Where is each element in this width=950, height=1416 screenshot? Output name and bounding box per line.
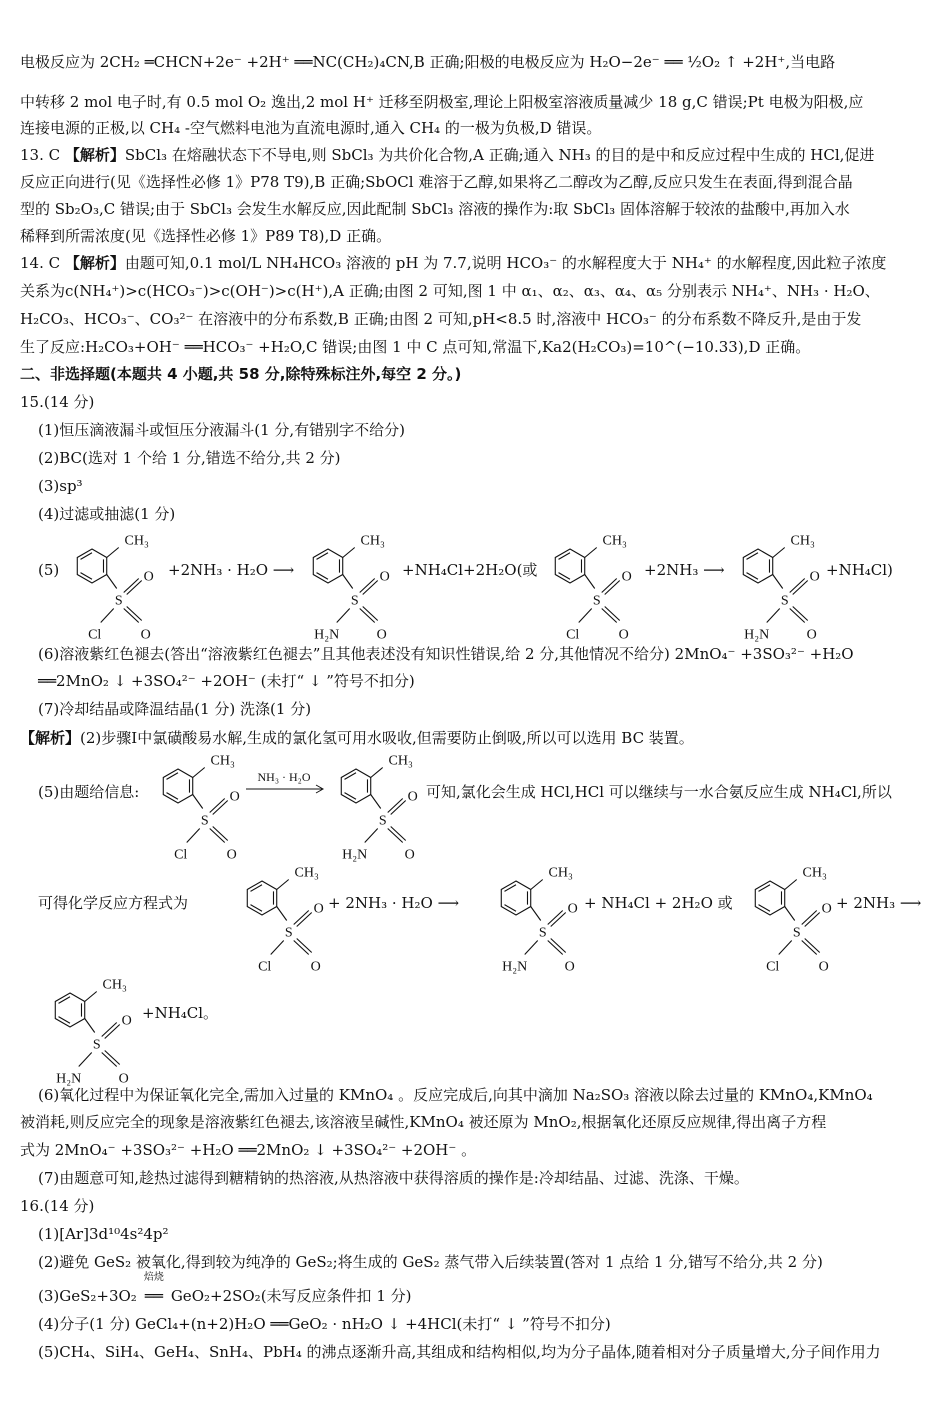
benzene-ring <box>555 549 584 583</box>
methyl-bond <box>107 548 119 558</box>
q14-number: 14. C <box>20 254 61 272</box>
oxygen-label: O <box>821 901 832 917</box>
molecule-sulfonamide <box>298 532 408 644</box>
amine-label: H₂N <box>342 847 368 863</box>
benzene-ring <box>77 549 106 583</box>
molecule-sulfonyl-chloride <box>148 752 258 864</box>
q14-line-1 <box>20 253 886 273</box>
double-bond <box>317 573 328 580</box>
sulfur-substituent-bond <box>187 829 200 843</box>
methyl-bond <box>773 548 785 558</box>
double-bond <box>559 573 570 580</box>
sulfur-label: S <box>92 1037 101 1053</box>
double-bond <box>759 905 770 912</box>
q15-exp5-eq-text-3: + 2NH₃ ⟶ <box>836 894 922 912</box>
molecule-sulfonamide <box>486 864 596 976</box>
q15-exp5-label: (5)由题给信息: <box>38 783 140 801</box>
q16-a3-reactants: (3)GeS₂+3O₂ <box>38 1287 137 1305</box>
oxygen-label: O <box>618 627 629 643</box>
benzene-ring <box>163 769 192 803</box>
q12-line-1: 电极反应为 2CH₂ ═CHCN+2e⁻ +2H⁺ ══NC(CH₂)₄CN,B 正确;阳极的电极反应为 H₂O−2e⁻ ══ ½O₂ ↑ +2H⁺,当电路 <box>20 53 836 71</box>
methyl-label: CH₃ <box>124 533 149 549</box>
oxygen-label: O <box>143 569 154 585</box>
sulfur-substituent-bond <box>337 609 350 623</box>
sulfur-substituent-bond <box>525 941 538 955</box>
sulfur-label: S <box>538 925 547 941</box>
q15-answer-5-label: (5) <box>38 561 60 579</box>
ring-sulfur-bond <box>277 907 287 921</box>
methyl-bond <box>277 880 289 890</box>
double-bond <box>747 553 758 560</box>
sulfur-label: S <box>378 813 387 829</box>
q15-eq-text-4: +NH₄Cl) <box>826 561 893 579</box>
sulfur-label: S <box>780 593 789 609</box>
methyl-bond <box>193 768 205 778</box>
q14-text-1: 由题可知,0.1 mol/L NH₄HCO₃ 溶液的 pH 为 7.7,说明 HCO₃⁻ 的水解程度大于 NH₄⁺ 的水解程度,因此粒子浓度 <box>124 254 887 272</box>
q13-line-3: 型的 Sb₂O₃,C 错误;由于 SbCl₃ 会发生水解反应,因此配制 SbCl₃ 溶液的操作为:取 SbCl₃ 固体溶解于较浓的盐酸中,再加入水 <box>20 200 850 218</box>
q15-eq-text-3: +2NH₃ ⟶ <box>644 561 725 579</box>
double-bond <box>747 573 758 580</box>
q15-explanation-2 <box>20 728 694 748</box>
q15-exp5-eq-lead: 可得化学反应方程式为 <box>38 894 189 912</box>
ring-sulfur-bond <box>193 795 203 809</box>
sulfur-substituent-bond <box>101 609 114 623</box>
sulfur-label: S <box>592 593 601 609</box>
q15-answer-6-line-2: ══2MnO₂ ↓ +3SO₄²⁻ +2OH⁻ (未打“ ↓ ”符号不扣分) <box>38 672 415 690</box>
reagent-label: NH₃ · H₂O <box>257 770 311 784</box>
double-bond <box>81 553 92 560</box>
benzene-ring <box>55 993 84 1027</box>
oxygen-label: O <box>121 1013 132 1029</box>
amine-label: H₂N <box>314 627 340 643</box>
ring-sulfur-bond <box>85 1019 95 1033</box>
q15-answer-6-line-1: (6)溶液紫红色褪去(答出“溶液紫红色褪去”且其他表述没有知识性错误,给 2 分,其他情况不给分) 2MnO₄⁻ +3SO₃²⁻ +H₂O <box>38 645 854 663</box>
ring-sulfur-bond <box>773 575 783 589</box>
molecule-sulfonyl-chloride <box>540 532 650 644</box>
double-bond <box>167 773 178 780</box>
methyl-label: CH₃ <box>210 753 235 769</box>
double-bond <box>559 553 570 560</box>
double-bond <box>81 573 92 580</box>
chlorine-label: Cl <box>88 627 102 643</box>
q15-exp2-text: (2)步骤Ⅰ中氯磺酸易水解,生成的氯化氢可用水吸收,但需要防止倒吸,所以可以选用 BC 装置。 <box>80 729 694 747</box>
ring-sulfur-bond <box>785 907 795 921</box>
ring-sulfur-bond <box>585 575 595 589</box>
oxygen-label: O <box>140 627 151 643</box>
chlorine-label: Cl <box>766 959 780 975</box>
q15-explanation-6-line-3: 式为 2MnO₄⁻ +3SO₃²⁻ +H₂O ══2MnO₂ ↓ +3SO₄²⁻ +2OH⁻ 。 <box>20 1141 477 1159</box>
q13-line-2: 反应正向进行(见《选择性必修 1》P78 T9),B 正确;SbOCl 难溶于乙醇,如果将乙二醇改为乙醇,反应只发生在表面,得到混合晶 <box>20 173 853 191</box>
benzene-ring <box>341 769 370 803</box>
q16-answer-5: (5)CH₄、SiH₄、GeH₄、SnH₄、PbH₄ 的沸点逐渐升高,其组成和结构相似,均为分子晶体,随着相对分子质量增大,分子间作用力 <box>38 1343 881 1361</box>
double-bond <box>345 773 356 780</box>
oxygen-label: O <box>806 627 817 643</box>
q15-answer-3: (3)sp³ <box>38 477 83 495</box>
chlorine-label: Cl <box>258 959 272 975</box>
double-bond <box>251 885 262 892</box>
molecule-sulfonyl-chloride <box>740 864 850 976</box>
methyl-bond <box>343 548 355 558</box>
sulfur-label: S <box>114 593 123 609</box>
methyl-bond <box>85 992 97 1002</box>
methyl-label: CH₃ <box>360 533 385 549</box>
benzene-ring <box>247 881 276 915</box>
analysis-tag: 【解析】 <box>20 729 81 747</box>
q15-exp5-eq-text-4: +NH₄Cl。 <box>142 1004 219 1022</box>
double-bond <box>251 905 262 912</box>
molecule-sulfonamide <box>40 976 150 1088</box>
condition-arrow: 焙烧 ══ <box>137 1286 171 1306</box>
section-title: 二、非选择题(本题共 4 小题,共 58 分,除特殊标注外,每空 2 分。) <box>20 365 462 383</box>
double-bond <box>59 1017 70 1024</box>
q15-explanation-7: (7)由题意可知,趁热过滤得到糖精钠的热溶液,从热溶液中获得溶质的操作是:冷却结晶、过滤、洗涤、干燥。 <box>38 1169 749 1187</box>
chlorine-label: Cl <box>174 847 188 863</box>
q15-answer-2: (2)BC(选对 1 个给 1 分,错选不给分,共 2 分) <box>38 449 341 467</box>
methyl-label: CH₃ <box>548 865 573 881</box>
methyl-label: CH₃ <box>294 865 319 881</box>
q14-line-2: 关系为c(NH₄⁺)>c(HCO₃⁻)>c(OH⁻)>c(H⁺),A 正确;由图 2 可知,图 1 中 α₁、α₂、α₃、α₄、α₅ 分别表示 NH₄⁺、NH₃ · H₂O、 <box>20 282 880 300</box>
double-bond <box>759 885 770 892</box>
oxygen-label: O <box>229 789 240 805</box>
molecule-sulfonyl-chloride <box>232 864 342 976</box>
methyl-label: CH₃ <box>802 865 827 881</box>
sulfur-substituent-bond <box>79 1053 92 1067</box>
q15-answer-1: (1)恒压滴液漏斗或恒压分液漏斗(1 分,有错别字不给分) <box>38 421 406 439</box>
analysis-tag: 【解析】 <box>64 146 125 164</box>
amine-label: H₂N <box>56 1071 82 1087</box>
benzene-ring <box>755 881 784 915</box>
oxygen-label: O <box>376 627 387 643</box>
ring-sulfur-bond <box>107 575 117 589</box>
q15-explanation-6-line-2: 被消耗,则反应完全的现象是溶液紫红色褪去,该溶液呈碱性,KMnO₄ 被还原为 MnO₂,根据氧化还原反应规律,得出离子方程 <box>20 1113 827 1131</box>
q15-eq-text-2: +NH₄Cl+2H₂O(或 <box>402 561 538 579</box>
q16-answer-4: (4)分子(1 分) GeCl₄+(n+2)H₂O ══GeO₂ · nH₂O ↓ +4HCl(未打“ ↓ ”符号不扣分) <box>38 1315 611 1333</box>
methyl-bond <box>371 768 383 778</box>
q12-line-2: 中转移 2 mol 电子时,有 0.5 mol O₂ 逸出,2 mol H⁺ 迁移至阴极室,理论上阳极室溶液质量减少 18 g,C 错误;Pt 电极为阳极,应 <box>20 93 864 111</box>
methyl-label: CH₃ <box>102 977 127 993</box>
ring-sulfur-bond <box>343 575 353 589</box>
oxygen-label: O <box>567 901 578 917</box>
chlorine-label: Cl <box>566 627 580 643</box>
oxygen-label: O <box>818 959 829 975</box>
methyl-label: CH₃ <box>790 533 815 549</box>
analysis-tag: 【解析】 <box>64 254 125 272</box>
q14-line-3: H₂CO₃、HCO₃⁻、CO₃²⁻ 在溶液中的分布系数,B 正确;由图 2 可知,pH<8.5 时,溶液中 HCO₃⁻ 的分布系数不降反升,是由于发 <box>20 310 862 328</box>
sulfur-label: S <box>200 813 209 829</box>
sulfur-label: S <box>284 925 293 941</box>
double-bond <box>345 793 356 800</box>
sulfur-substituent-bond <box>365 829 378 843</box>
q16-answer-1: (1)[Ar]3d¹⁰4s²4p² <box>38 1225 169 1243</box>
sulfur-substituent-bond <box>271 941 284 955</box>
q16-a3-products: GeO₂+2SO₂(未写反应条件扣 1 分) <box>170 1287 412 1305</box>
double-bond <box>505 885 516 892</box>
double-bond <box>505 905 516 912</box>
ring-sulfur-bond <box>371 795 381 809</box>
amine-label: H₂N <box>502 959 528 975</box>
q12-line-3: 连接电源的正极,以 CH₄ -空气燃料电池为直流电源时,通入 CH₄ 的一极为负极,D 错误。 <box>20 119 602 137</box>
q15-explanation-6-line-1: (6)氧化过程中为保证氧化完全,需加入过量的 KMnO₄ 。反应完成后,向其中滴加 Na₂SO₃ 溶液以除去过量的 KMnO₄,KMnO₄ <box>38 1086 873 1104</box>
sulfur-substituent-bond <box>579 609 592 623</box>
molecule-sulfonyl-chloride <box>62 532 172 644</box>
q13-line-4: 稀释到所需浓度(见《选择性必修 1》P89 T8),D 正确。 <box>20 227 392 245</box>
sulfur-label: S <box>792 925 801 941</box>
oxygen-label: O <box>407 789 418 805</box>
q15-exp5-eq-text-1: + 2NH₃ · H₂O ⟶ <box>328 894 460 912</box>
oxygen-label: O <box>621 569 632 585</box>
q16-heading: 16.(14 分) <box>20 1197 95 1215</box>
benzene-ring <box>501 881 530 915</box>
oxygen-label: O <box>310 959 321 975</box>
q15-heading: 15.(14 分) <box>20 393 95 411</box>
ring-sulfur-bond <box>531 907 541 921</box>
reaction-condition: 焙烧 <box>143 1272 164 1283</box>
q16-answer-2: (2)避免 GeS₂ 被氧化,得到较为纯净的 GeS₂;将生成的 GeS₂ 蒸气带入后续装置(答对 1 点给 1 分,错写不给分,共 2 分) <box>38 1253 823 1271</box>
oxygen-label: O <box>809 569 820 585</box>
oxygen-label: O <box>404 847 415 863</box>
q15-answer-4: (4)过滤或抽滤(1 分) <box>38 505 176 523</box>
oxygen-label: O <box>226 847 237 863</box>
double-bond <box>167 793 178 800</box>
molecule-sulfonamide <box>728 532 838 644</box>
methyl-bond <box>785 880 797 890</box>
reaction-arrow <box>244 770 328 804</box>
q15-exp5-eq-text-2: + NH₄Cl + 2H₂O 或 <box>584 894 733 912</box>
oxygen-label: O <box>564 959 575 975</box>
oxygen-label: O <box>379 569 390 585</box>
double-bond <box>59 997 70 1004</box>
double-bond <box>317 553 328 560</box>
oxygen-label: O <box>118 1071 129 1087</box>
q14-line-4: 生了反应:H₂CO₃+OH⁻ ══HCO₃⁻ +H₂O,C 错误;由图 1 中 C 点可知,常温下,Ka2(H₂CO₃)=10^(−10.33),D 正确。 <box>20 338 811 356</box>
q15-answer-7: (7)冷却结晶或降温结晶(1 分) 洗涤(1 分) <box>38 700 312 718</box>
methyl-bond <box>585 548 597 558</box>
molecule-sulfonamide <box>326 752 436 864</box>
methyl-label: CH₃ <box>602 533 627 549</box>
q15-exp5-tail: 可知,氯化会生成 HCl,HCl 可以继续与一水合氨反应生成 NH₄Cl,所以 <box>426 783 892 801</box>
amine-label: H₂N <box>744 627 770 643</box>
sulfur-substituent-bond <box>767 609 780 623</box>
q13-text-1: SbCl₃ 在熔融状态下不导电,则 SbCl₃ 为共价化合物,A 正确;通入 NH₃ 的目的是中和反应过程中生成的 HCl,促进 <box>124 146 875 164</box>
q15-eq-text-1: +2NH₃ · H₂O ⟶ <box>168 561 295 579</box>
methyl-bond <box>531 880 543 890</box>
oxygen-label: O <box>313 901 324 917</box>
sulfur-label: S <box>350 593 359 609</box>
benzene-ring <box>743 549 772 583</box>
sulfur-substituent-bond <box>779 941 792 955</box>
q13-number: 13. C <box>20 146 61 164</box>
q16-answer-3 <box>38 1272 412 1306</box>
q13-line-1 <box>20 145 874 165</box>
benzene-ring <box>313 549 342 583</box>
methyl-label: CH₃ <box>388 753 413 769</box>
